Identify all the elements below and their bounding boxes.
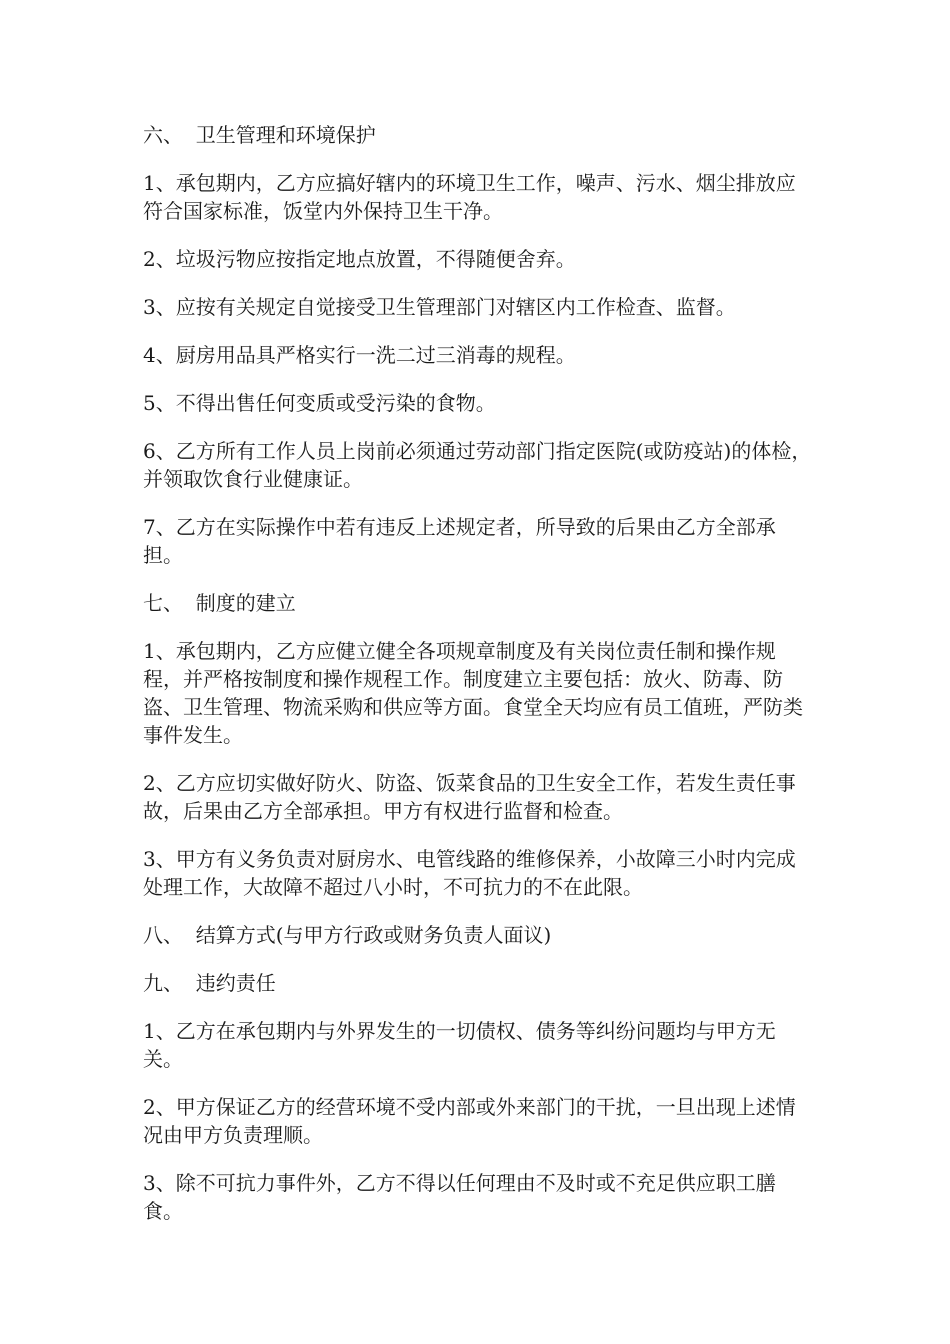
- paragraph: 3、应按有关规定自觉接受卫生管理部门对辖区内工作检查、监督。: [143, 295, 736, 319]
- section-heading-settlement: 八、 结算方式(与甲方行政或财务负责人面议): [143, 923, 552, 947]
- paragraph: 2、垃圾污物应按指定地点放置，不得随便舍弃。: [143, 247, 576, 271]
- paragraph: 2、甲方保证乙方的经营环境不受内部或外来部门的干扰，一旦出现上述情况由甲方负责理顺。: [143, 1095, 796, 1147]
- paragraph: 3、除不可抗力事件外，乙方不得以任何理由不及时或不充足供应职工膳食。: [143, 1171, 776, 1223]
- paragraph: 1、承包期内，乙方应健立健全各项规章制度及有关岗位责任制和操作规程，并严格按制度和操作规程工作。制度建立主要包括：放火、防毒、防盗、卫生管理、物流采购和供应等方面。食堂全天均应有员工值班，严防类事件发生。: [143, 639, 803, 747]
- paragraph: 4、厨房用品具严格实行一洗二过三消毒的规程。: [143, 343, 576, 367]
- paragraph: 5、不得出售任何变质或受污染的食物。: [143, 391, 496, 415]
- paragraph: 2、乙方应切实做好防火、防盗、饭菜食品的卫生安全工作，若发生责任事故，后果由乙方全部承担。甲方有权进行监督和检查。: [143, 771, 796, 823]
- paragraph: 1、乙方在承包期内与外界发生的一切债权、债务等纠纷问题均与甲方无关。: [143, 1019, 776, 1071]
- section-heading-system: 七、 制度的建立: [143, 591, 296, 615]
- document-body: [143, 121, 815, 1245]
- section-heading-hygiene: 六、 卫生管理和环境保护: [143, 123, 376, 147]
- paragraph: 6、乙方所有工作人员上岗前必须通过劳动部门指定医院(或防疫站)的体检，并领取饮食行业健康证。: [143, 439, 812, 491]
- paragraph: 3、甲方有义务负责对厨房水、电管线路的维修保养，小故障三小时内完成处理工作，大故障不超过八小时，不可抗力的不在此限。: [143, 847, 796, 899]
- paragraph: 7、乙方在实际操作中若有违反上述规定者，所导致的后果由乙方全部承担。: [143, 515, 776, 567]
- section-heading-liability: 九、 违约责任: [143, 971, 276, 995]
- paragraph: 1、承包期内，乙方应搞好辖内的环境卫生工作，噪声、污水、烟尘排放应符合国家标准，饭堂内外保持卫生干净。: [143, 171, 796, 223]
